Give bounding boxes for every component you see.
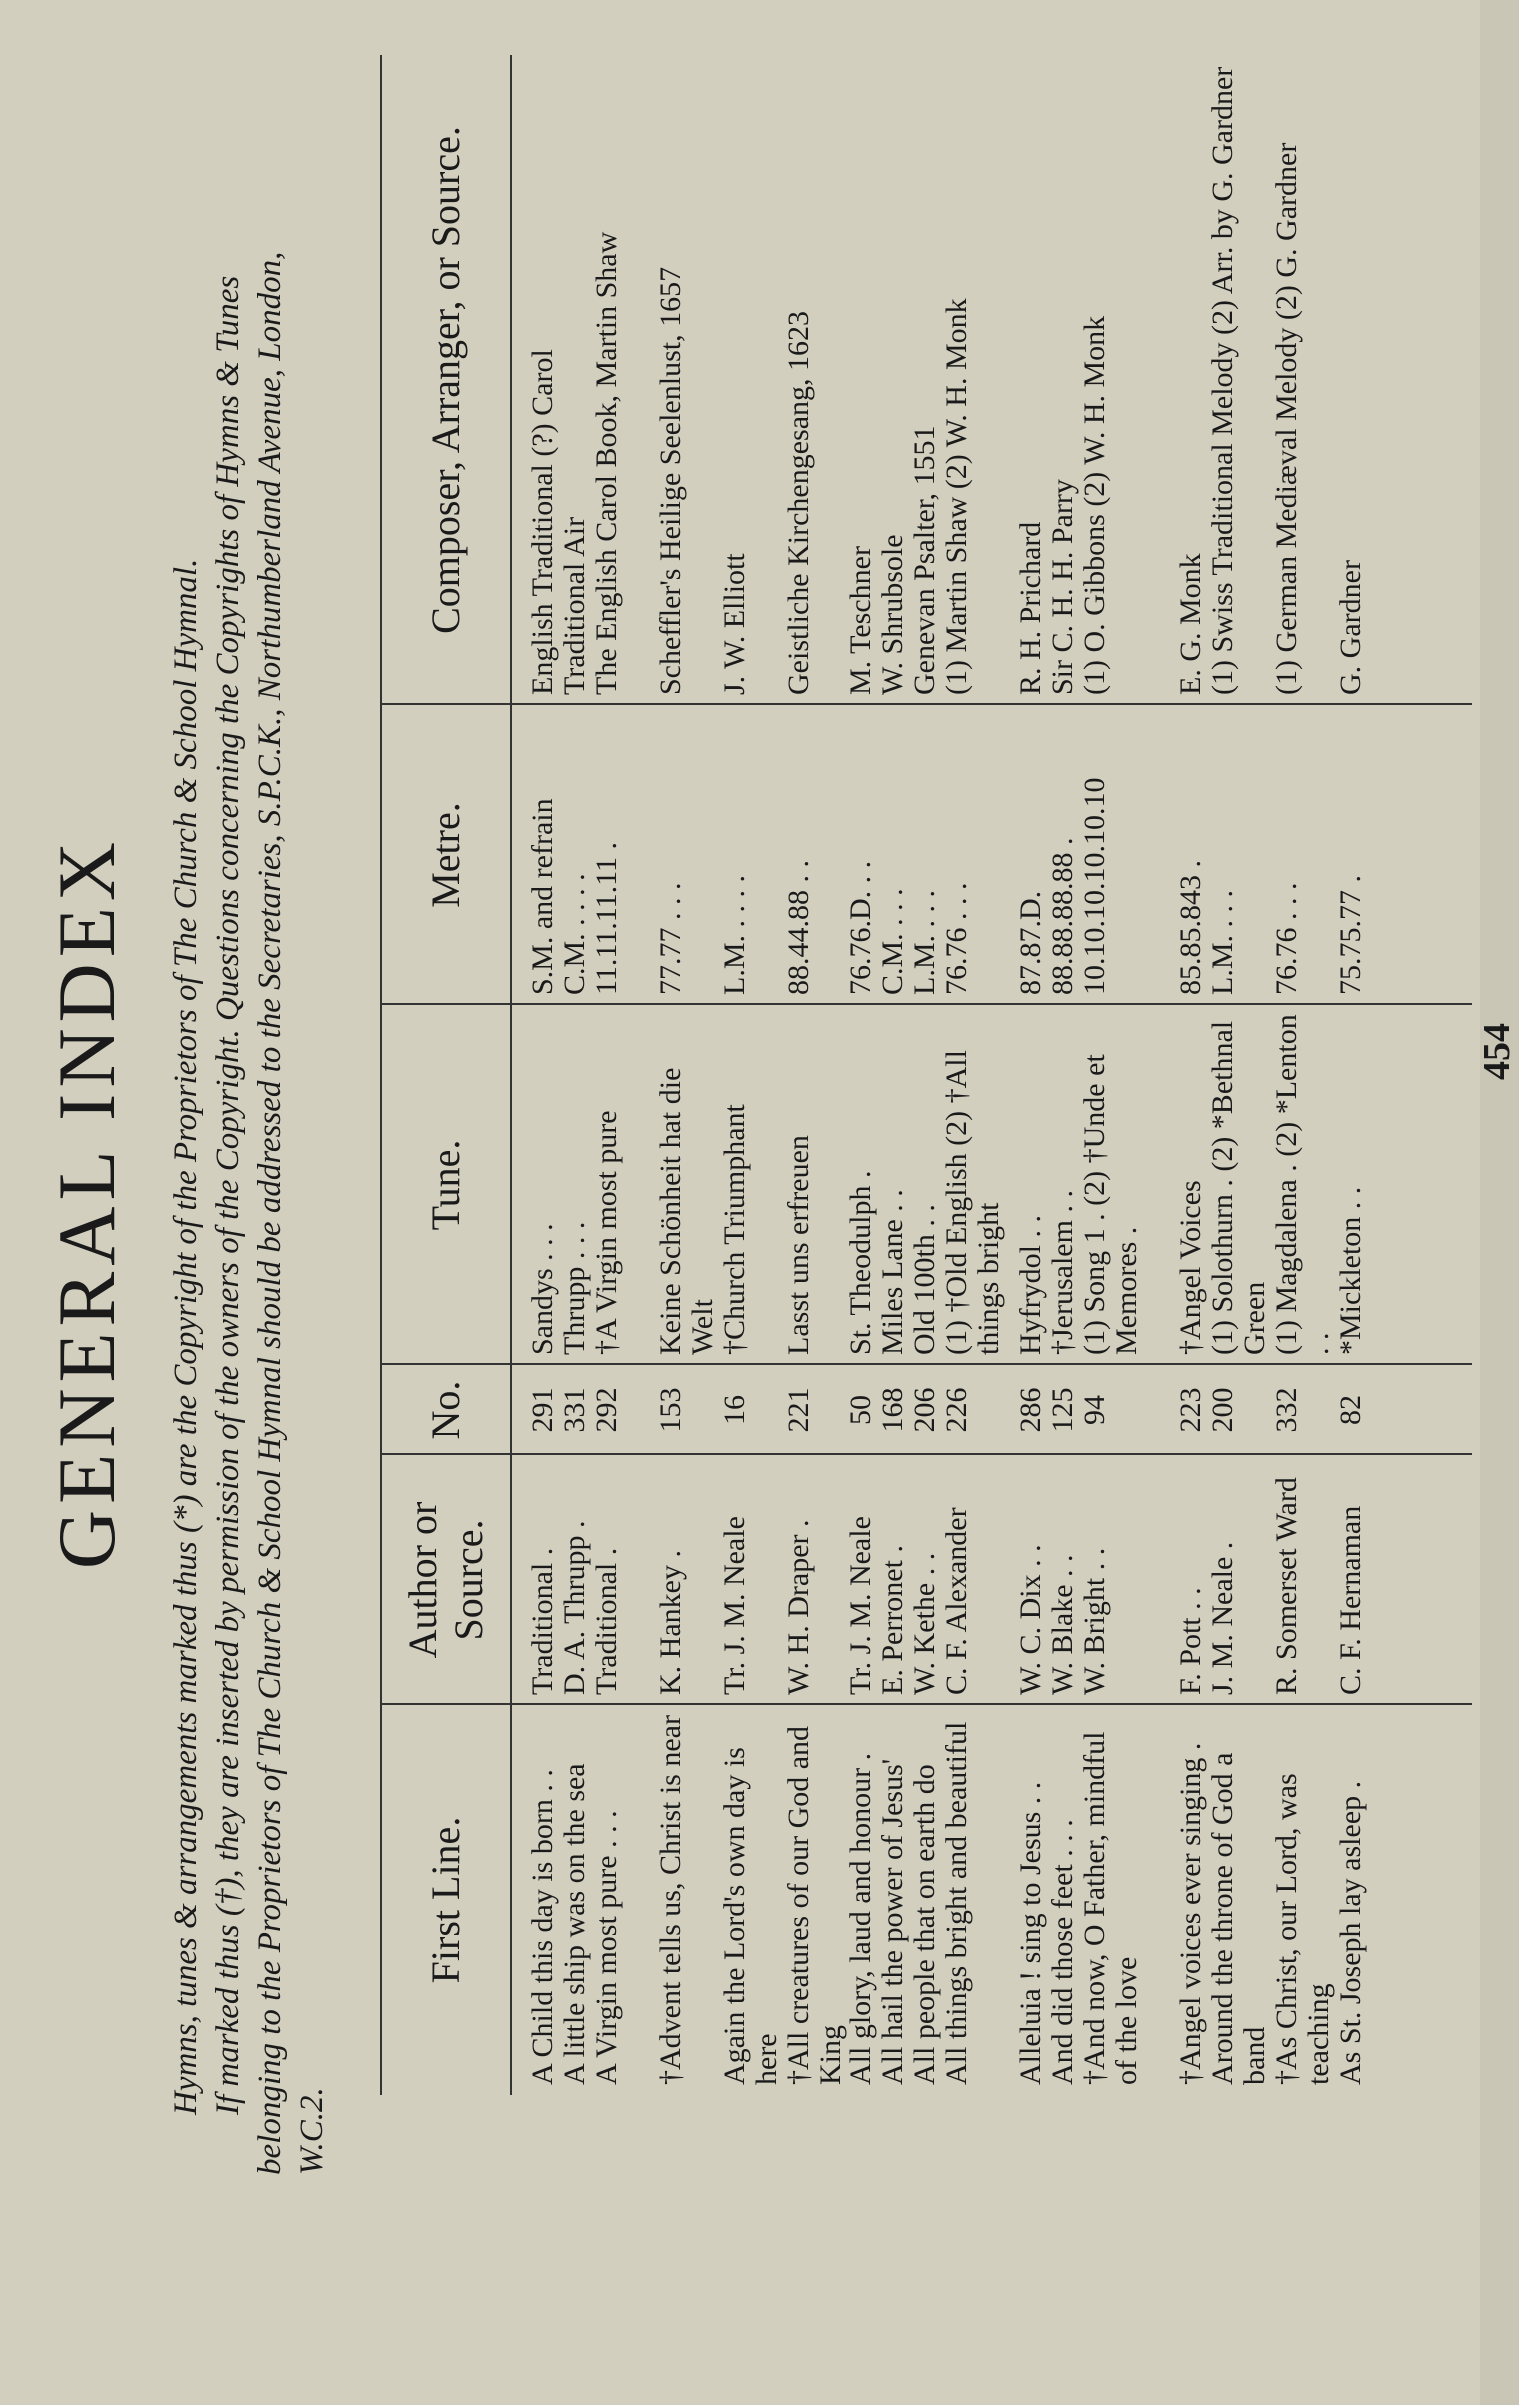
cell-metre: 88.88.88.88 . bbox=[1046, 837, 1079, 995]
cell-tune: Sandys . . . bbox=[526, 1223, 559, 1355]
column-divider bbox=[382, 1453, 1472, 1455]
cell-first-line: †And now, O Father, mindful of the love bbox=[1078, 1731, 1143, 2085]
cell-tune: (1) Solothurn . (2) *Bethnal Green bbox=[1206, 1020, 1271, 1355]
cell-composer: R. H. Prichard bbox=[1014, 521, 1047, 695]
cell-composer: M. Teschner bbox=[844, 546, 877, 695]
cell-tune: St. Theodulph . bbox=[844, 1170, 877, 1355]
cell-number: 125 bbox=[1046, 1387, 1079, 1433]
cell-author: C. F. Hernaman bbox=[1334, 1505, 1367, 1695]
page-number: 454 bbox=[1476, 1023, 1518, 1080]
cell-number: 16 bbox=[718, 1395, 751, 1425]
cell-number: 221 bbox=[782, 1387, 815, 1433]
cell-number: 226 bbox=[940, 1387, 973, 1433]
cell-metre: L.M. . . . . bbox=[718, 875, 751, 995]
cell-tune: Keine Schönheit hat die Welt bbox=[654, 1067, 719, 1355]
cell-tune: †A Virgin most pure bbox=[590, 1110, 623, 1355]
cell-number: 50 bbox=[844, 1395, 877, 1425]
cell-author: W. C. Dix . . bbox=[1014, 1544, 1047, 1695]
cell-metre: L.M. . . . bbox=[1206, 890, 1239, 995]
cell-author: D. A. Thrupp . bbox=[558, 1520, 591, 1695]
cell-metre: 76.76 . . . bbox=[940, 882, 973, 995]
cell-composer: (1) Swiss Traditional Melody (2) Arr. by G. Gardner bbox=[1206, 66, 1239, 695]
cell-metre: 87.87.D. bbox=[1014, 890, 1047, 995]
header-composer: Composer, Arranger, or Source. bbox=[382, 55, 512, 705]
intro-line-2: If marked thus (†), they are inserted by permission of the owners of the Copyright. Questions concerning the Copyrights of Hymns & Tunes belonging to the Proprietors of The Church & School Hymnal should be addressed to the Secretaries, S.P.C.K., Northumberland Avenue, London, W.C.2. bbox=[210, 251, 330, 2175]
cell-first-line: All hail the power of Jesus' bbox=[876, 1758, 909, 2085]
cell-author: W. Bright . . bbox=[1078, 1547, 1111, 1695]
cell-tune: †Church Triumphant bbox=[718, 1104, 751, 1355]
cell-composer: (1) O. Gibbons (2) W. H. Monk bbox=[1078, 315, 1111, 695]
cell-composer: Geistliche Kirchengesang, 1623 bbox=[782, 310, 815, 695]
cell-number: 286 bbox=[1014, 1387, 1047, 1433]
cell-tune: Hyfrydol . . bbox=[1014, 1215, 1047, 1355]
cell-author: W. Kethe . . bbox=[908, 1552, 941, 1695]
cell-first-line: A little ship was on the sea bbox=[558, 1763, 591, 2085]
cell-first-line: A Virgin most pure . . . bbox=[590, 1810, 623, 2085]
column-divider bbox=[382, 1703, 1472, 1705]
cell-tune: †Angel Voices bbox=[1174, 1180, 1207, 1355]
cell-first-line: Alleluia ! sing to Jesus . . bbox=[1014, 1781, 1047, 2085]
cell-composer: E. G. Monk bbox=[1174, 553, 1207, 695]
cell-number: 200 bbox=[1206, 1387, 1239, 1433]
cell-author: Traditional . bbox=[526, 1547, 559, 1695]
cell-composer: (1) German Mediæval Melody (2) G. Gardner bbox=[1270, 142, 1303, 695]
cell-composer: Traditional Air bbox=[558, 516, 591, 695]
cell-metre: 76.76 . . . bbox=[1270, 882, 1303, 995]
cell-composer: G. Gardner bbox=[1334, 560, 1367, 695]
header-metre: Metre. bbox=[382, 705, 512, 1005]
intro-text bbox=[165, 185, 333, 2175]
index-table bbox=[380, 55, 1472, 2095]
cell-metre: 77.77 . . . bbox=[654, 882, 687, 995]
cell-first-line: All glory, laud and honour . bbox=[844, 1752, 877, 2085]
cell-first-line: Around the throne of God a band bbox=[1206, 1752, 1271, 2085]
cell-author: J. M. Neale . bbox=[1206, 1541, 1239, 1695]
cell-metre: 76.76.D. . . bbox=[844, 860, 877, 995]
cell-author: K. Hankey . bbox=[654, 1550, 687, 1695]
cell-first-line: All things bright and beautiful bbox=[940, 1721, 973, 2085]
cell-first-line: †Advent tells us, Christ is near bbox=[654, 1715, 687, 2085]
header-tune: Tune. bbox=[382, 1005, 512, 1365]
cell-tune: †Jerusalem . . bbox=[1046, 1190, 1079, 1355]
cell-metre: 75.75.77 . bbox=[1334, 875, 1367, 995]
cell-metre: C.M. . . . bbox=[876, 888, 909, 995]
cell-composer: J. W. Elliott bbox=[718, 553, 751, 695]
cell-metre: 10.10.10.10.10.10 bbox=[1078, 777, 1111, 995]
cell-author: W. H. Draper . bbox=[782, 1519, 815, 1695]
header-author: Author or Source. bbox=[382, 1455, 512, 1705]
cell-metre: 85.85.843 . bbox=[1174, 860, 1207, 995]
column-divider bbox=[382, 1363, 1472, 1365]
cell-first-line: †Angel voices ever singing . bbox=[1174, 1742, 1207, 2085]
cell-author: Tr. J. M. Neale bbox=[718, 1516, 751, 1695]
cell-first-line: †All creatures of our God and King bbox=[782, 1725, 847, 2085]
cell-first-line: And did those feet . . . bbox=[1046, 1819, 1079, 2085]
column-divider bbox=[382, 703, 1472, 705]
cell-number: 332 bbox=[1270, 1387, 1303, 1433]
cell-tune: Thrupp . . . bbox=[558, 1221, 591, 1355]
page-title: GENERAL INDEX bbox=[41, 835, 132, 1570]
cell-metre: 11.11.11.11 . bbox=[590, 841, 623, 995]
cell-number: 206 bbox=[908, 1387, 941, 1433]
intro-line-1: Hymns, tunes & arrangements marked thus (*) are the Copyright of the Proprietors of The Church & School Hymnal. bbox=[168, 558, 204, 2115]
cell-number: 223 bbox=[1174, 1387, 1207, 1433]
header-no: No. bbox=[382, 1365, 512, 1455]
cell-tune: Miles Lane . . bbox=[876, 1189, 909, 1355]
cell-number: 291 bbox=[526, 1387, 559, 1433]
cell-author: C. F. Alexander bbox=[940, 1507, 973, 1695]
cell-composer: The English Carol Book, Martin Shaw bbox=[590, 231, 623, 695]
cell-composer: Scheffler's Heilige Seelenlust, 1657 bbox=[654, 266, 687, 695]
cell-number: 331 bbox=[558, 1387, 591, 1433]
cell-metre: L.M. . . . bbox=[908, 890, 941, 995]
cell-first-line: As St. Joseph lay asleep . bbox=[1334, 1780, 1367, 2085]
cell-metre: C.M. . . . . bbox=[558, 873, 591, 995]
cell-tune: (1) †Old English (2) †All things bright bbox=[940, 1050, 1005, 1355]
cell-author: W. Blake . . bbox=[1046, 1554, 1079, 1695]
cell-first-line: A Child this day is born . . bbox=[526, 1769, 559, 2085]
cell-first-line: Again the Lord's own day is here bbox=[718, 1747, 783, 2085]
cell-metre: 88.44.88 . . bbox=[782, 860, 815, 995]
cell-author: E. Perronet . bbox=[876, 1545, 909, 1695]
cell-author: Traditional . bbox=[590, 1547, 623, 1695]
header-first-line: First Line. bbox=[382, 1705, 512, 2095]
cell-author: Tr. J. M. Neale bbox=[844, 1516, 877, 1695]
cell-composer: Genevan Psalter, 1551 bbox=[908, 425, 941, 695]
cell-author: F. Pott . . bbox=[1174, 1587, 1207, 1695]
cell-tune: Old 100th . . bbox=[908, 1204, 941, 1355]
cell-composer: English Traditional (?) Carol bbox=[526, 349, 559, 695]
cell-number: 168 bbox=[876, 1387, 909, 1433]
cell-tune: (1) Song 1 . (2) †Unde et Memores . bbox=[1078, 1054, 1143, 1355]
column-divider bbox=[382, 1003, 1472, 1005]
cell-tune: *Mickleton . . bbox=[1334, 1186, 1367, 1355]
cell-first-line: All people that on earth do bbox=[908, 1764, 941, 2085]
cell-tune: (1) Magdalena . (2) *Lenton . . bbox=[1270, 1014, 1335, 1355]
cell-composer: Sir C. H. H. Parry bbox=[1046, 479, 1079, 695]
cell-number: 292 bbox=[590, 1387, 623, 1433]
cell-number: 94 bbox=[1078, 1395, 1111, 1425]
cell-number: 82 bbox=[1334, 1395, 1367, 1425]
cell-first-line: †As Christ, our Lord, was teaching bbox=[1270, 1773, 1335, 2085]
cell-number: 153 bbox=[654, 1387, 687, 1433]
cell-author: R. Somerset Ward bbox=[1270, 1477, 1303, 1695]
cell-composer: W. Shrubsole bbox=[876, 534, 909, 695]
cell-metre: S.M. and refrain bbox=[526, 798, 559, 995]
cell-tune: Lasst uns erfreuen bbox=[782, 1135, 815, 1355]
cell-composer: (1) Martin Shaw (2) W. H. Monk bbox=[940, 298, 973, 695]
